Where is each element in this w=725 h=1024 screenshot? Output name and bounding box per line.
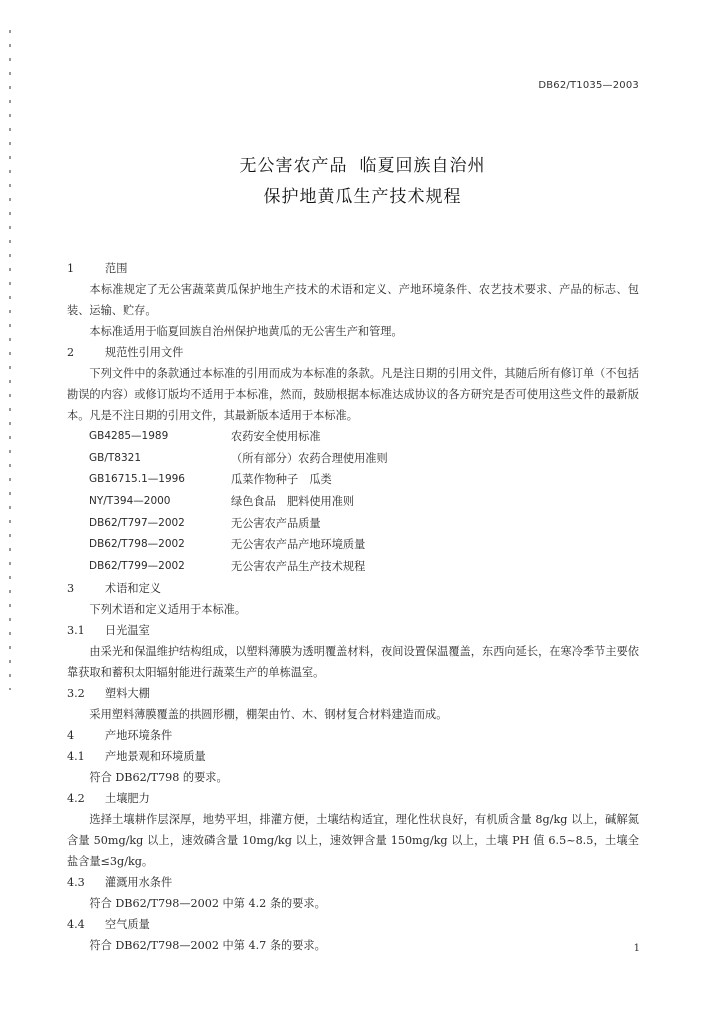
section-number: 3.2 bbox=[67, 686, 85, 700]
reference-list bbox=[89, 426, 639, 578]
reference-code: DB62/T797—2002 bbox=[89, 516, 185, 529]
title-line-2: 保护地黄瓜生产技术规程 bbox=[263, 187, 462, 207]
section-number: 1 bbox=[67, 262, 75, 275]
section-3-1-paragraph: 由采光和保温维护结构组成，以塑料薄膜为透明覆盖材料，夜间设置保温覆盖，东西向延长，在寒冷季节主要依靠获取和蓄积太阳辐射能进行蔬菜生产的单栋温室。 bbox=[67, 644, 639, 679]
document-code: DB62/T1035—2003 bbox=[538, 80, 639, 91]
section-title: 范围 bbox=[105, 262, 128, 275]
section-number: 4.3 bbox=[67, 875, 85, 889]
section-1-heading bbox=[67, 258, 639, 279]
reference-item bbox=[89, 426, 639, 448]
section-3-2-paragraph: 采用塑料薄膜覆盖的拱圆形棚，棚架由竹、木、钢材复合材料建造而成。 bbox=[89, 707, 448, 721]
section-title: 空气质量 bbox=[105, 917, 150, 931]
reference-code: DB62/T799—2002 bbox=[89, 560, 185, 573]
reference-item bbox=[89, 513, 639, 535]
title-part-a: 无公害农产品 bbox=[239, 156, 348, 176]
section-title: 产地景观和环境质量 bbox=[105, 749, 206, 763]
section-number: 4 bbox=[67, 728, 75, 742]
reference-title: 无公害农产品产地环境质量 bbox=[231, 538, 366, 552]
reference-code: GB16715.1—1996 bbox=[89, 473, 185, 486]
section-3-heading bbox=[67, 578, 639, 599]
section-4-heading bbox=[67, 725, 639, 746]
reference-code: GB/T8321 bbox=[89, 451, 142, 464]
reference-title: 农药安全使用标准 bbox=[231, 430, 321, 443]
section-title: 塑料大棚 bbox=[105, 686, 150, 700]
section-2-heading bbox=[67, 342, 639, 363]
reference-code: DB62/T798—2002 bbox=[89, 538, 185, 551]
section-2-paragraph: 下列文件中的条款通过本标准的引用而成为本标准的条款。凡是注日期的引用文件，其随后所有修订单（不包括勘误的内容）或修订版均不适用于本标准，然而，鼓励根据本标准达成协议的各方研究是否可使用这些文件的最新版本。凡是不注日期的引用文件，其最新版本适用于本标准。 bbox=[67, 367, 639, 422]
title-line-1 bbox=[0, 151, 725, 176]
section-3-2-heading bbox=[67, 683, 639, 704]
reference-item bbox=[89, 534, 639, 556]
section-3-1-heading bbox=[67, 620, 639, 641]
reference-item bbox=[89, 491, 639, 513]
reference-title: 无公害农产品质量 bbox=[231, 516, 321, 530]
section-title: 产地环境条件 bbox=[105, 728, 173, 742]
reference-code: GB4285—1989 bbox=[89, 430, 169, 442]
section-number: 4.1 bbox=[67, 749, 85, 763]
reference-item bbox=[89, 448, 639, 470]
section-3-paragraph: 下列术语和定义适用于本标准。 bbox=[89, 602, 247, 616]
section-4-4-paragraph: 符合 DB62/T798—2002 中第 4.7 条的要求。 bbox=[89, 938, 326, 952]
section-4-2-paragraph: 选择土壤耕作层深厚，地势平坦，排灌方便，土壤结构适宜，理化性状良好，有机质含量 8g/kg 以上，碱解氮含量 50mg/kg 以上，速效磷含量 10mg/kg 以上，速效钾含量 150mg/kg 以上，土壤 PH 值 6.5~8.5，土壤全盐含量≤3g/kg。 bbox=[67, 812, 639, 868]
title-part-b: 临夏回族自治州 bbox=[359, 156, 486, 176]
section-4-4-heading bbox=[67, 914, 639, 935]
section-title: 土壤肥力 bbox=[105, 791, 150, 805]
section-number: 4.4 bbox=[67, 917, 85, 931]
reference-item bbox=[89, 469, 639, 491]
reference-title: 无公害农产品生产技术规程 bbox=[231, 560, 366, 574]
section-4-3-paragraph: 符合 DB62/T798—2002 中第 4.2 条的要求。 bbox=[89, 896, 326, 910]
section-number: 3 bbox=[67, 581, 75, 595]
binding-marks bbox=[9, 30, 11, 690]
reference-title: 瓜菜作物种子 瓜类 bbox=[231, 473, 332, 487]
section-4-2-heading bbox=[67, 788, 639, 809]
section-1-paragraph-1: 本标准规定了无公害蔬菜黄瓜保护地生产技术的术语和定义、产地环境条件、农艺技术要求、产品的标志、包装、运输、贮存。 bbox=[67, 283, 639, 317]
section-title: 术语和定义 bbox=[105, 581, 161, 595]
reference-title: （所有部分）农药合理使用准则 bbox=[231, 451, 388, 465]
reference-title: 绿色食品 肥料使用准则 bbox=[231, 495, 355, 509]
reference-code: NY/T394—2000 bbox=[89, 495, 171, 508]
section-4-1-heading bbox=[67, 746, 639, 767]
section-4-1-paragraph: 符合 DB62/T798 的要求。 bbox=[89, 770, 228, 784]
section-number: 4.2 bbox=[67, 791, 85, 805]
section-1-paragraph-2: 本标准适用于临夏回族自治州保护地黄瓜的无公害生产和管理。 bbox=[89, 325, 403, 338]
document-body bbox=[67, 258, 639, 956]
section-title: 规范性引用文件 bbox=[105, 346, 184, 359]
reference-item bbox=[89, 556, 639, 578]
page-number: 1 bbox=[633, 943, 640, 954]
section-title: 灌溉用水条件 bbox=[105, 875, 173, 889]
section-title: 日光温室 bbox=[105, 623, 150, 637]
section-4-3-heading bbox=[67, 872, 639, 893]
section-number: 2 bbox=[67, 346, 75, 359]
section-number: 3.1 bbox=[67, 623, 85, 637]
